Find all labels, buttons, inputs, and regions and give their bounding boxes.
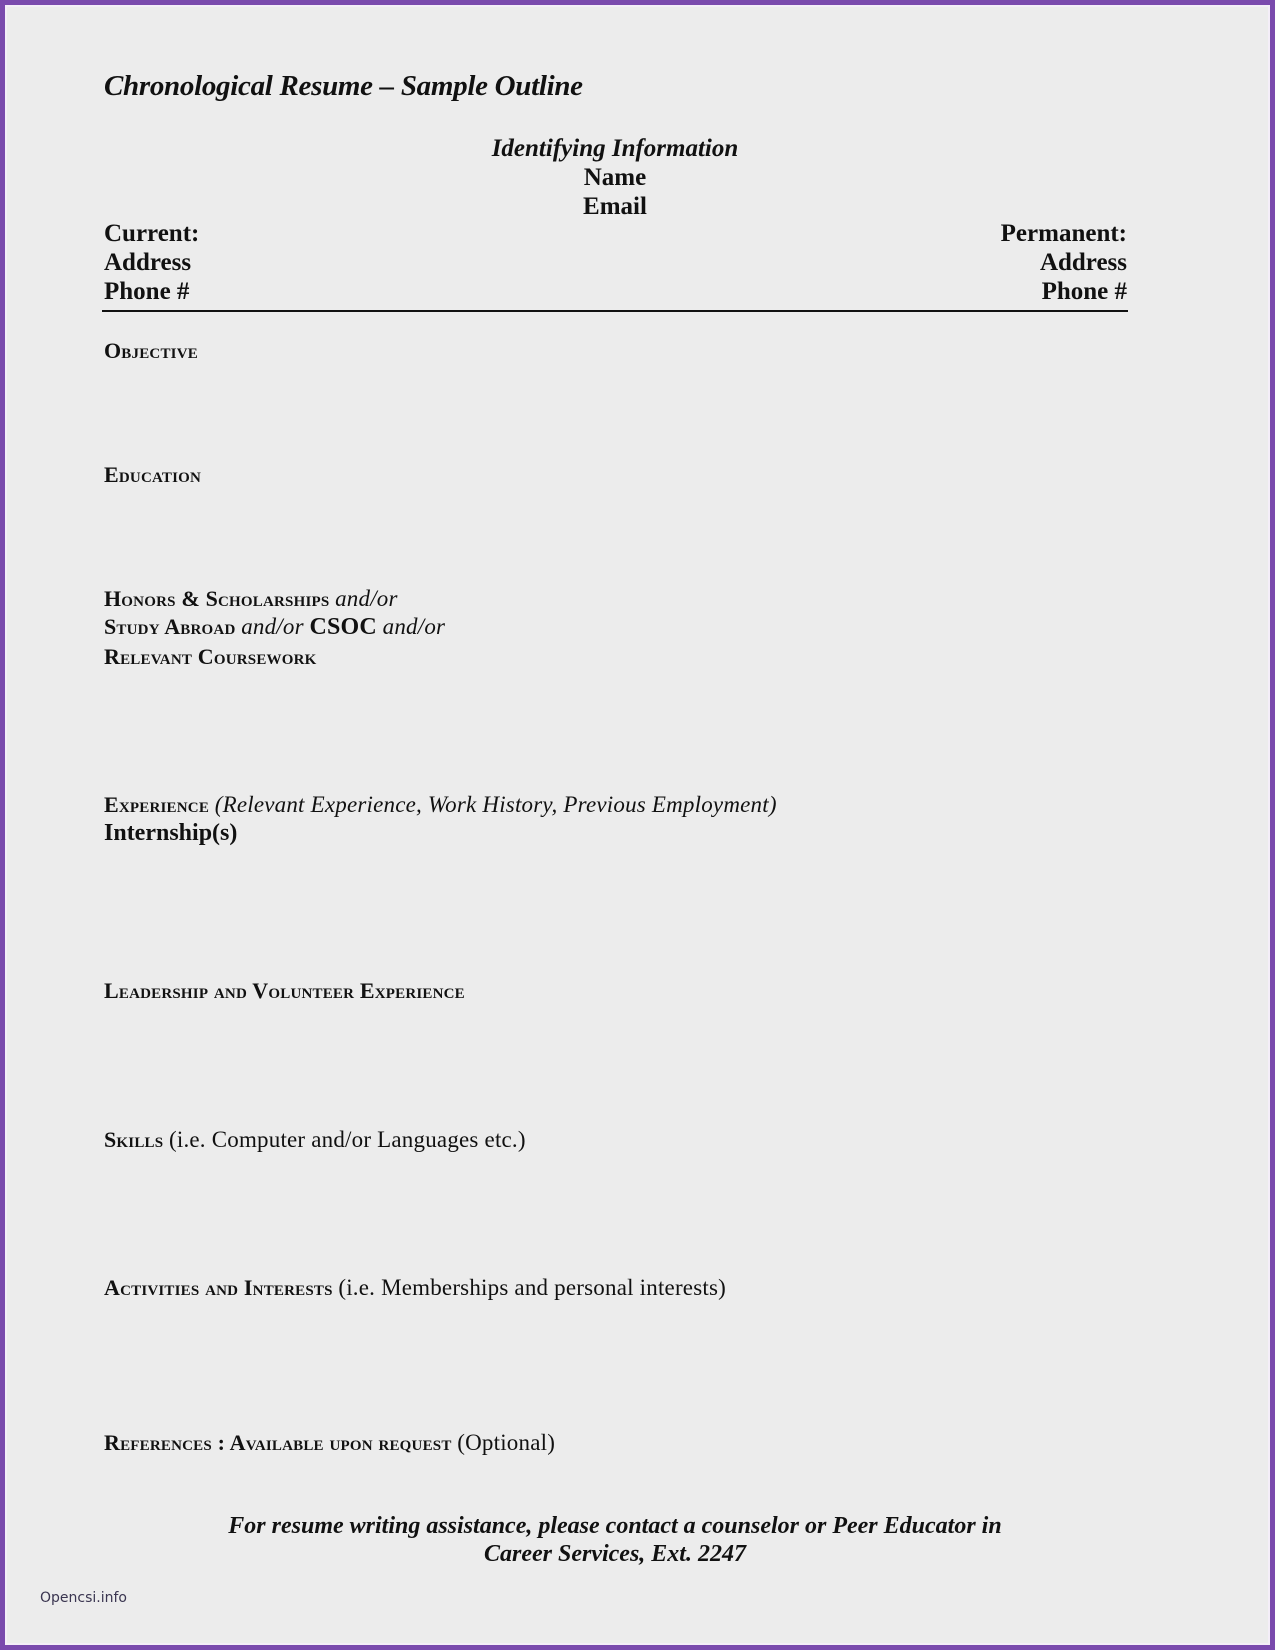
section-coursework: Relevant Coursework <box>104 644 317 669</box>
experience-note: (Relevant Experience, Work History, Previous Employment) <box>214 792 777 817</box>
name-placeholder: Name <box>583 164 647 191</box>
footer-line-2: Career Services, Ext. 2247 <box>484 1541 746 1567</box>
document-title: Chronological Resume – Sample Outline <box>104 70 583 102</box>
study-abroad-connector: and/or <box>241 614 304 639</box>
references-heading: References : <box>104 1430 226 1455</box>
current-phone: Phone # <box>104 278 190 305</box>
section-leadership: Leadership and Volunteer Experience <box>104 978 465 1003</box>
header-divider <box>102 310 1128 312</box>
skills-heading: Skills <box>104 1127 164 1152</box>
csoc-heading: CSOC <box>309 614 377 640</box>
section-references <box>104 1430 555 1456</box>
honors-connector: and/or <box>335 586 398 611</box>
skills-note: (i.e. Computer and/or Languages etc.) <box>169 1127 526 1152</box>
email-placeholder: Email <box>583 193 647 220</box>
permanent-label: Permanent: <box>1000 220 1127 247</box>
activities-note: (i.e. Memberships and personal interests) <box>338 1275 726 1300</box>
study-abroad-heading: Study Abroad <box>104 614 236 639</box>
current-label: Current: <box>104 220 200 247</box>
permanent-address: Address <box>1039 249 1127 276</box>
section-objective: Objective <box>104 338 198 363</box>
current-address: Address <box>104 249 192 276</box>
footer-line-1: For resume writing assistance, please contact a counselor or Peer Educator in <box>228 1513 1002 1539</box>
activities-heading: Activities and Interests <box>104 1275 333 1300</box>
section-honors-line2 <box>104 614 445 641</box>
identifying-information-heading: Identifying Information <box>491 135 739 162</box>
honors-heading: Honors & Scholarships <box>104 586 330 611</box>
experience-heading: Experience <box>104 792 210 817</box>
internships-subheading: Internship(s) <box>104 820 238 846</box>
section-skills <box>104 1127 526 1153</box>
section-education: Education <box>104 462 202 487</box>
section-honors-line1 <box>104 586 398 612</box>
references-value: Available upon request <box>229 1430 452 1455</box>
csoc-connector: and/or <box>382 614 446 639</box>
section-experience <box>104 792 777 818</box>
watermark: Opencsi.info <box>40 1590 127 1606</box>
references-note: (Optional) <box>457 1430 556 1455</box>
permanent-phone: Phone # <box>1041 278 1127 305</box>
section-activities <box>104 1275 726 1301</box>
